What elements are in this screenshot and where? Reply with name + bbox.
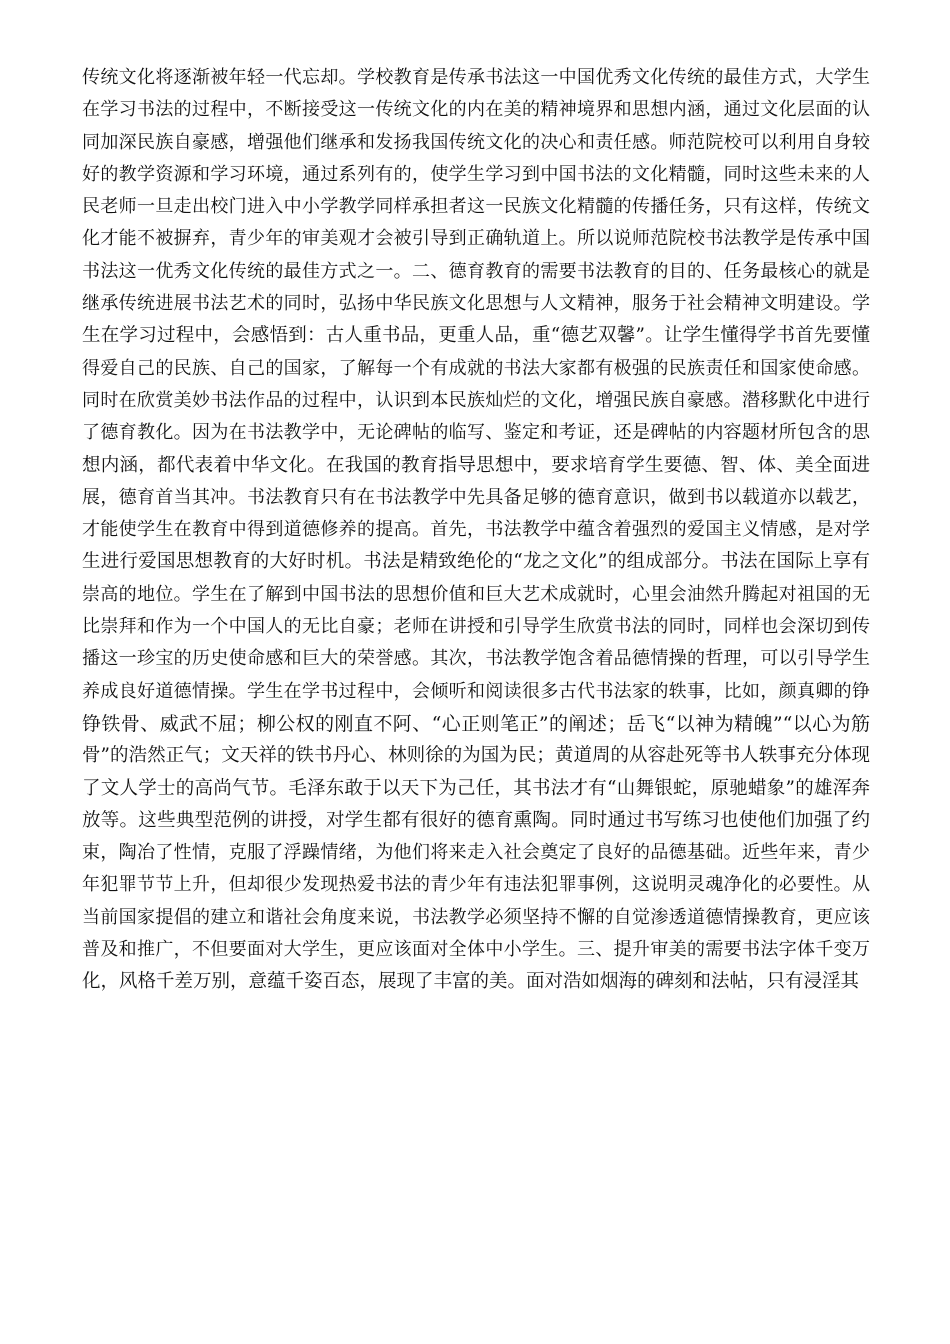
text-line: 普及和推广，不但要面对大学生，更应该面对全体中小学生。三、提升审美的需要书法字体千变万 — [82, 939, 870, 961]
text-line: 崇高的地位。学生在了解到中国书法的思想价值和巨大艺术成就时，心里会油然升腾起对祖国的无 — [82, 583, 870, 605]
text-line: 了德育教化。因为在书法教学中，无论碑帖的临写、鉴定和考证，还是碑帖的内容题材所包含的思 — [82, 422, 870, 444]
text-line: 化才能不被摒弃，青少年的审美观才会被引导到正确轨道上。所以说师范院校书法教学是传承中国 — [82, 228, 870, 250]
text-line: 铮铁骨、威武不屈；柳公权的刚直不阿、“心正则笔正”的阐述；岳飞“以神为精魄”“以心为筋 — [82, 712, 870, 735]
text-line: 当前国家提倡的建立和谐社会角度来说，书法教学必须坚持不懈的自觉渗透道德情操教育，更应该 — [82, 906, 870, 928]
text-line: 继承传统进展书法艺术的同时，弘扬中华民族文化思想与人文精神，服务于社会精神文明建设。学 — [82, 293, 870, 315]
text-line: 年犯罪节节上升，但却很少发现热爱书法的青少年有违法犯罪事例，这说明灵魂净化的必要性。从 — [82, 874, 870, 896]
text-line: 束，陶冶了性情，克服了浮躁情绪，为他们将来走入社会奠定了良好的品德基础。近些年来，青少 — [82, 842, 870, 864]
text-line: 同时在欣赏美妙书法作品的过程中，认识到本民族灿烂的文化，增强民族自豪感。潜移默化中进行 — [82, 389, 870, 411]
document-page — [82, 62, 870, 999]
text-line: 同加深民族自豪感，增强他们继承和发扬我国传统文化的决心和责任感。师范院校可以利用自身较 — [82, 131, 870, 153]
text-line: 想内涵，都代表着中华文化。在我国的教育指导思想中，要求培育学生要德、智、体、美全面进 — [82, 454, 870, 476]
text-line: 化，风格千差万别，意蕴千姿百态，展现了丰富的美。面对浩如烟海的碑刻和法帖，只有浸淫其 — [82, 971, 860, 993]
text-line: 了文人学士的高尚气节。毛泽东敢于以天下为己任，其书法才有“山舞银蛇，原驰蜡象”的雄浑奔 — [82, 777, 870, 799]
text-line: 传统文化将逐渐被年轻一代忘却。学校教育是传承书法这一中国优秀文化传统的最佳方式，大学生 — [82, 67, 870, 88]
text-line: 放等。这些典型范例的讲授，对学生都有很好的德育熏陶。同时通过书写练习也使他们加强了约 — [82, 809, 870, 831]
text-line: 骨”的浩然正气；文天祥的铁书丹心、林则徐的为国为民；黄道周的从容赴死等书人轶事充分体现 — [82, 745, 870, 767]
text-line: 好的教学资源和学习环境，通过系列有的，使学生学习到中国书法的文化精髓，同时这些未来的人 — [82, 163, 870, 185]
text-line: 播这一珍宝的历史使命感和巨大的荣誉感。其次，书法教学饱含着品德情操的哲理，可以引导学生 — [82, 648, 870, 670]
text-line: 生在学习过程中，会感悟到：古人重书品，更重人品，重“德艺双馨”。让学生懂得学书首先要懂 — [82, 325, 870, 347]
text-line: 展，德育首当其冲。书法教育只有在书法教学中先具备足够的德育意识，做到书以载道亦以载艺， — [82, 486, 870, 508]
text-line: 生进行爱国思想教育的大好时机。书法是精致绝伦的“龙之文化”的组成部分。书法在国际上享有 — [82, 551, 870, 573]
text-line: 养成良好道德情操。学生在学书过程中，会倾听和阅读很多古代书法家的轶事，比如，颜真卿的铮 — [82, 680, 870, 702]
text-line: 得爱自己的民族、自己的国家，了解每一个有成就的书法大家都有极强的民族责任和国家使命感。 — [82, 357, 870, 379]
text-line: 比崇拜和作为一个中国人的无比自豪；老师在讲授和引导学生欣赏书法的同时，同样也会深切到传 — [82, 616, 870, 638]
text-line: 书法这一优秀文化传统的最佳方式之一。二、德育教育的需要书法教育的目的、任务最核心的就是 — [82, 260, 870, 282]
text-line: 民老师一旦走出校门进入中小学教学同样承担者这一民族文化精髓的传播任务，只有这样，传统文 — [82, 196, 870, 218]
text-line: 在学习书法的过程中，不断接受这一传统文化的内在美的精神境界和思想内涵，通过文化层面的认 — [82, 99, 870, 121]
text-line: 才能使学生在教育中得到道德修养的提高。首先，书法教学中蕴含着强烈的爱国主义情感，是对学 — [82, 519, 870, 541]
